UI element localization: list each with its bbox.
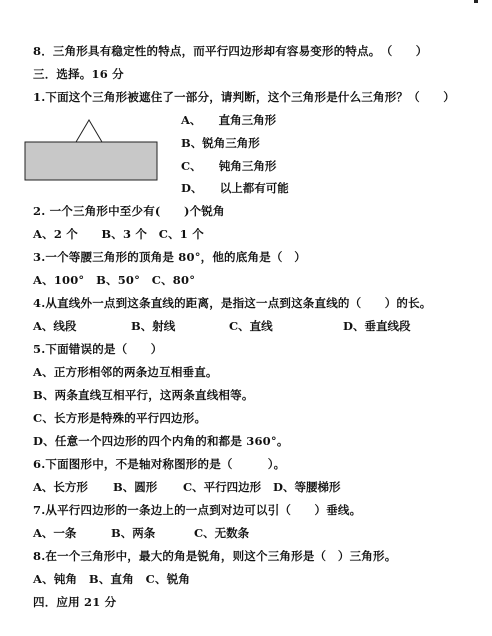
question-2-options: A、2 个 B、3 个 C、1 个	[33, 227, 204, 241]
question-3-stem: 3.一个等腰三角形的顶角是 80°，他的底角是（ ）	[33, 250, 306, 264]
question-7-option-a: A、一条	[33, 526, 77, 540]
covered-triangle-figure	[24, 118, 158, 182]
question-2-stem: 2. 一个三角形中至少有( )个锐角	[33, 204, 225, 218]
question-5-option-c: C、长方形是特殊的平行四边形。	[33, 411, 207, 425]
question-4-stem: 4.从直线外一点到这条直线的距离，是指这一点到这条直线的（ ）的长。	[33, 296, 432, 310]
question-5-stem: 5.下面错误的是（ ）	[33, 342, 163, 356]
question-5-option-b: B、两条直线互相平行，这两条直线相等。	[33, 388, 254, 402]
question-7-option-c: C、无数条	[194, 526, 250, 540]
question-6-stem: 6.下面图形中，不是轴对称图形的是（ ）。	[33, 457, 286, 471]
question-1-option-c: C、 钝角三角形	[181, 159, 277, 173]
question-8-options: A、钝角 B、直角 C、锐角	[33, 572, 191, 586]
question-4-option-b: B、射线	[131, 319, 176, 333]
question-1-option-d: D、 以上都有可能	[181, 181, 289, 195]
question-5-option-a: A、正方形相邻的两条边互相垂直。	[33, 365, 218, 379]
question-1-stem: 1.下面这个三角形被遮住了一部分，请判断，这个三角形是什么三角形？（ ）	[33, 90, 455, 104]
question-7-stem: 7.从平行四边形的一条边上的一点到对边可以引（ ）垂线。	[33, 503, 362, 517]
question-6-option-a: A、长方形	[33, 480, 88, 494]
section-4-title: 四．应用 21 分	[33, 595, 117, 609]
question-4-option-d: D、垂直线段	[343, 319, 411, 333]
question-5-option-d: D、任意一个四边形的四个内角的和都是 360°。	[33, 434, 289, 448]
question-6-option-d: D、等腰梯形	[273, 480, 341, 494]
corner-mark	[474, 0, 478, 3]
judge-question-8: 8．三角形具有稳定性的特点，而平行四边形却有容易变形的特点。 （ ）	[33, 44, 428, 58]
question-4-option-a: A、线段	[33, 319, 77, 333]
section-3-title: 三．选择。16 分	[33, 67, 124, 81]
question-1-option-a: A、 直角三角形	[181, 113, 277, 127]
question-6-option-c: C、平行四边形	[183, 480, 262, 494]
question-8-stem: 8.在一个三角形中，最大的角是锐角，则这个三角形是（ ）三角形。	[33, 549, 397, 563]
cover-rectangle	[25, 142, 157, 180]
question-1-option-b: B、锐角三角形	[181, 136, 260, 150]
triangle-apex	[76, 120, 102, 142]
question-6-option-b: B、圆形	[113, 480, 158, 494]
question-4-option-c: C、直线	[229, 319, 273, 333]
question-3-options: A、100° B、50° C、80°	[33, 273, 196, 287]
question-7-option-b: B、两条	[111, 526, 156, 540]
